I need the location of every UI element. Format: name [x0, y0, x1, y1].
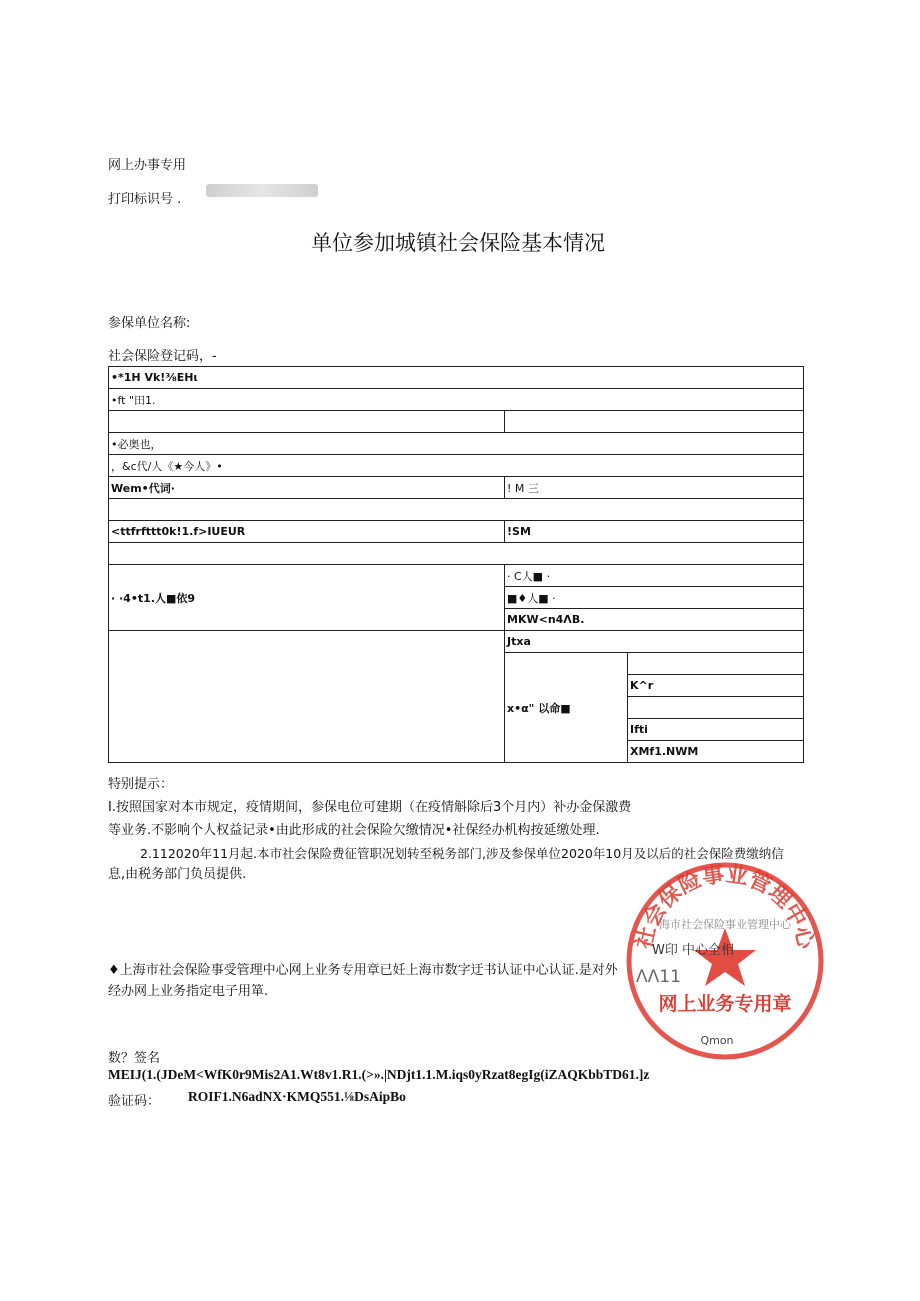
seal-overlay-line-1: 海市社会保险事业管理中心 [659, 918, 791, 931]
verify-code-value: ROIF1.N6adNX·KMQ551.⅛DsAipBo [188, 1089, 406, 1104]
table-cell [628, 653, 804, 675]
note-2-line-1: 2.112020年11月起.本市社会保险费征管职况划转至税务部门,涉及参保单位2020年10月及以后的社会保险费缴纳信 [140, 846, 784, 861]
table-cell: Wem•代词· [109, 477, 505, 499]
seal-under-text: Qmon [700, 1034, 734, 1047]
table-cell: MKW<n4ΛB. [505, 609, 804, 631]
note-3-line-1: ♦上海市社会保险事受管理中心网上业务专用章已妊上海市数字迂书认证中心认证.是对外 [108, 963, 618, 978]
table-row: •必奥也， [109, 433, 804, 455]
table-cell: XMf1.NWM [628, 741, 804, 763]
signature-value: MEIJ(1.(JDeM<WfK0r9Mis2A1.Wt8v1.R1.(>».|NDjt1.1.M.iqs0yRzat8egIg(iZAQKbbTD61.]z [108, 1067, 650, 1082]
table-cell: · C人■ · [505, 565, 804, 587]
table-row: ，&c代/人《★今人》• [109, 455, 804, 477]
table-row: •*1H Vk!⅜EHι [109, 367, 804, 389]
table-cell: K^r [628, 675, 804, 697]
table-cell [505, 411, 804, 433]
seal-overlay-line-2: W印 中心全相 [652, 943, 734, 958]
print-id-redaction [206, 184, 318, 197]
table-row [109, 543, 804, 565]
seal-ring-text: 社会保险事业管理中心 [631, 862, 819, 952]
table-cell: Ifti [628, 719, 804, 741]
table-cell: · ·4•t1.人■依9 [109, 565, 505, 631]
seal-bottom-text: 网上业务专用章 [658, 993, 792, 1015]
table-row: •ft "田1. [109, 389, 804, 411]
signature-label: 数？签名 [108, 1051, 161, 1066]
official-seal-stamp [622, 858, 828, 1064]
table-cell: ■♦人■ · [505, 587, 804, 609]
table-cell [109, 411, 505, 433]
unit-name-label: 参保单位名称: [108, 316, 191, 331]
note-3-line-2: 经办网上业务指定电子用箪. [108, 984, 269, 999]
notes-heading: 特别提示： [108, 777, 174, 792]
table-cell: x•α" 以命■ [505, 653, 628, 763]
table-cell: ! M 三 [505, 477, 804, 499]
basic-info-table [108, 366, 804, 763]
online-only-label: 网上办事专用 [108, 158, 187, 173]
note-2-line-2: 息,由税务部门负员提供. [108, 867, 247, 882]
table-cell: Jtxa [505, 631, 804, 653]
table-cell: <ttfrfttt0k!1.f>IUEUR [109, 521, 505, 543]
table-row [109, 499, 804, 521]
note-1-line-2: 等业务.不影响个人权益记录•由此形成的社会保险欠缴情况•社保经办机构按延缴处理. [108, 823, 600, 838]
print-id-label: 打印标识号 . [108, 192, 182, 207]
page-title: 单位参加城镇社会保险基本情况 [311, 231, 605, 255]
table-cell [628, 697, 804, 719]
seal-overlay-line-3: ΛΛ11 [636, 967, 681, 987]
verify-code-label: 验证码： [108, 1094, 161, 1109]
registration-code-label: 社会保险登记码，- [108, 349, 217, 364]
table-cell: !SM [505, 521, 804, 543]
table-cell [109, 631, 505, 763]
note-1-line-1: I.按照国家对本市规定，疫情期间，参保电位可建期（在疫情斛除后3个月内）补办金保激费 [108, 800, 632, 815]
